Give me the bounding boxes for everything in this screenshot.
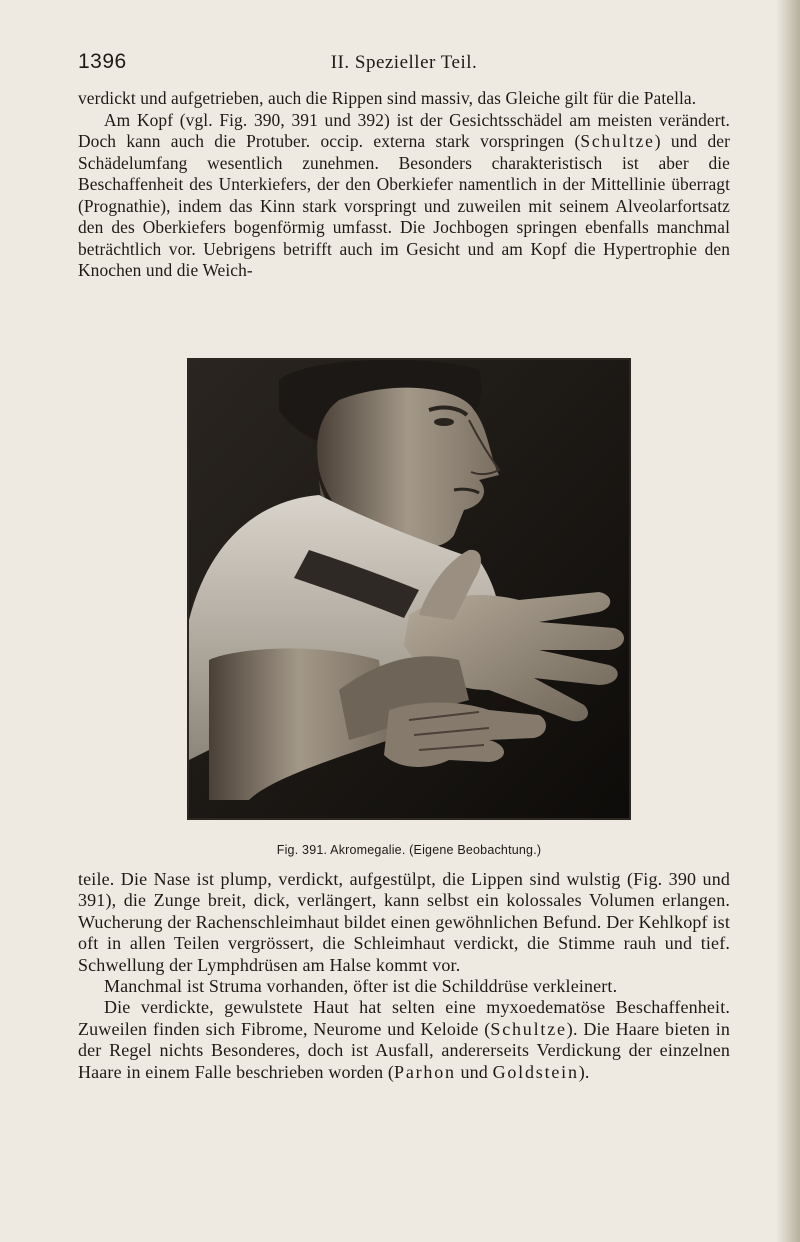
- running-head: II. Spezieller Teil.: [330, 52, 478, 73]
- text-run: Die verdickte, gewulstete Haut hat selten eine myxoedematöse Beschaffenheit. Zuweilen finden sich Fibrome, Neurome und Keloide (: [78, 997, 730, 1039]
- text-run: ). Die Haare bieten in der Regel nichts Besonderes, doch ist Ausfall, andererseits Verdickung der einzelnen Haare in einem Falle beschrieben worden (: [78, 1018, 731, 1082]
- text-run: Am Kopf (vgl. Fig. 390, 391 und 392) ist der Gesichtsschädel am meisten verändert. Doch kann auch die Protuber. occip. externa stark vorspringen (: [78, 109, 730, 151]
- paragraph: [78, 997, 730, 1083]
- body-text-top: [78, 88, 730, 282]
- author-name: Schultze: [580, 131, 655, 151]
- paragraph: teile. Die Nase ist plump, verdickt, aufgestülpt, die Lippen sind wulstig (Fig. 390 und 391), die Zunge breit, dick, verlängert, kann selbst ein kolossales Volumen erlangen. Wucherung der Rachenschleimhaut bildet einen gewöhnlichen Befund. Der Kehlkopf ist oft in allen Teilen vergrössert, die Schleimhaut verdickt, die Stimme rauh und tief. Schwellung der Lymphdrüsen am Halse kommt vor.: [78, 869, 730, 975]
- figure-photograph: [187, 358, 631, 820]
- text-run: und: [455, 1061, 493, 1082]
- body-text-bottom: [78, 869, 730, 1083]
- text-run: ).: [578, 1061, 590, 1082]
- paragraph: [78, 110, 730, 282]
- paragraph: verdickt und aufgetrieben, auch die Rippen sind massiv, das Gleiche gilt für die Patella.: [78, 88, 697, 108]
- page-number: 1396: [78, 50, 127, 73]
- author-name: Parhon: [394, 1061, 456, 1082]
- author-name: Schultze: [490, 1018, 567, 1039]
- page-edge-shadow: [776, 0, 800, 1242]
- page-header: [78, 50, 730, 80]
- figure-caption: Fig. 391. Akromegalie. (Eigene Beobachtung.): [276, 843, 542, 857]
- paragraph: Manchmal ist Struma vorhanden, öfter ist die Schilddrüse verkleinert.: [104, 976, 618, 997]
- author-name: Goldstein: [492, 1061, 579, 1082]
- patient-photo-illustration: [189, 360, 629, 818]
- text-run: ) und der Schädelumfang wesentlich zunehmen. Besonders charakteristisch ist aber die Beschaffenheit des Unterkiefers, der den Oberkiefer namentlich in der Mittellinie überragt (Prognathie), indem das Kinn stark vorspringt und zuweilen mit seinem Alveolarfortsatz den des Oberkiefers bogenförmig umfasst. Die Jochbogen springen ebenfalls manchmal beträchtlich vor. Uebrigens betrifft auch im Gesicht und am Kopf die Hypertrophie den Knochen und die Weich-: [78, 131, 730, 280]
